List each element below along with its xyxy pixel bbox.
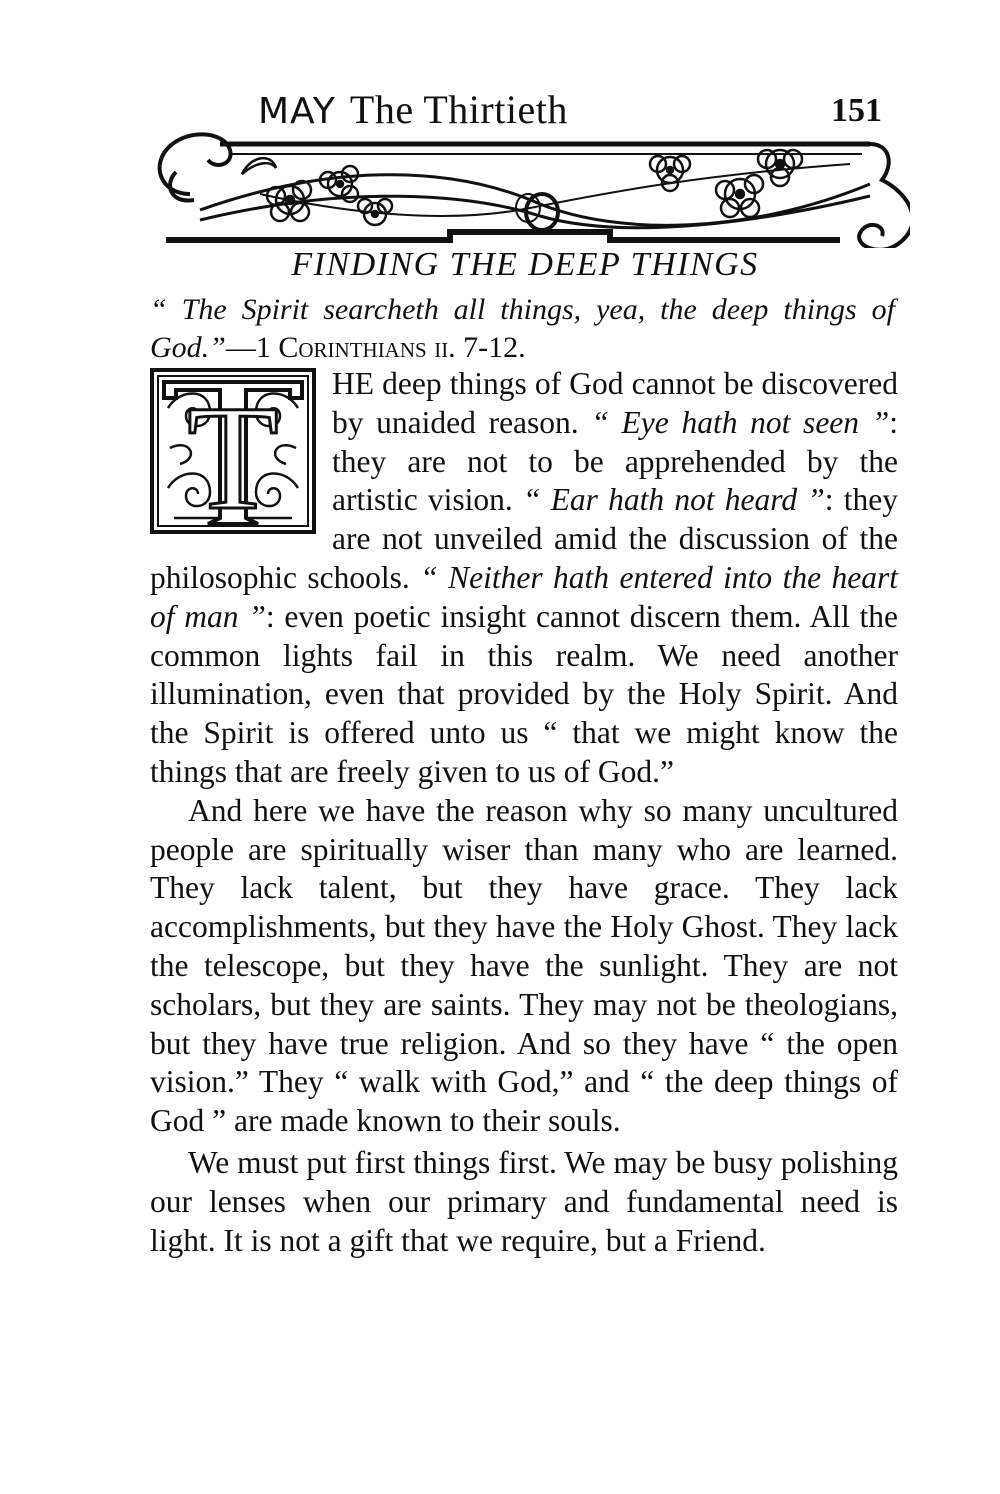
epigraph-dash: — bbox=[225, 331, 256, 364]
p1-text-3: : they are not unveiled amid the discussion of the philosophic schools. bbox=[150, 482, 898, 595]
section-heading: FINDING THE DEEP THINGS bbox=[291, 246, 759, 283]
page-header bbox=[150, 78, 910, 248]
header-month: MAY bbox=[258, 91, 336, 132]
p1-text-4: : even poetic insight cannot discern them. All the common lights fail in this realm. We need another illumination, even that provided by the Holy Spirit. And the Spirit is offered unto us “ that we might know the things that are freely given to us of God.” bbox=[150, 598, 898, 789]
scripture-epigraph bbox=[150, 291, 895, 367]
paragraph-3: We must put first things first. We may be busy polishing our lenses when our primary and fundamental need is light. It is not a gift that we require, but a Friend. bbox=[150, 1144, 898, 1258]
epigraph-quote: “ The Spirit searcheth all things, yea, the deep things of God.” bbox=[150, 293, 895, 364]
p1-quote-3: “ Neither hath entered into the heart of man ” bbox=[150, 559, 898, 634]
p1-text-2: : they are not to be apprehended by the artistic vision. bbox=[332, 404, 898, 518]
floral-vine-ornament bbox=[150, 124, 910, 248]
page-number: 151 bbox=[831, 92, 882, 129]
p1-text-1: HE deep things of God cannot be discovered by unaided reason. bbox=[332, 366, 898, 440]
body-text bbox=[150, 365, 898, 1260]
header-day-title: The Thirtieth bbox=[349, 87, 568, 132]
illuminated-initial-icon bbox=[150, 368, 316, 534]
dropcap-letter bbox=[150, 368, 316, 534]
p1-quote-2: “ Ear hath not heard ” bbox=[522, 482, 825, 518]
paragraph-2: And here we have the reason why so many uncultured people are spiritually wiser than many who are learned. They lack talent, but they have grace. They lack accomplishments, but they have the Holy Ghost. They lack the telescope, but they have the sunlight. They are not scholars, but they are saints. They may not be theologians, but they have true religion. And so they have “ the open vision.” They “ walk with God,” and “ the deep things of God ” are made known to their souls. bbox=[150, 792, 898, 1139]
epigraph-reference: 1 Corinthians ii. 7-12. bbox=[255, 331, 526, 364]
p1-quote-1: “ Eye hath not seen ” bbox=[591, 404, 890, 440]
dropcap-letter-text: T bbox=[187, 375, 279, 534]
